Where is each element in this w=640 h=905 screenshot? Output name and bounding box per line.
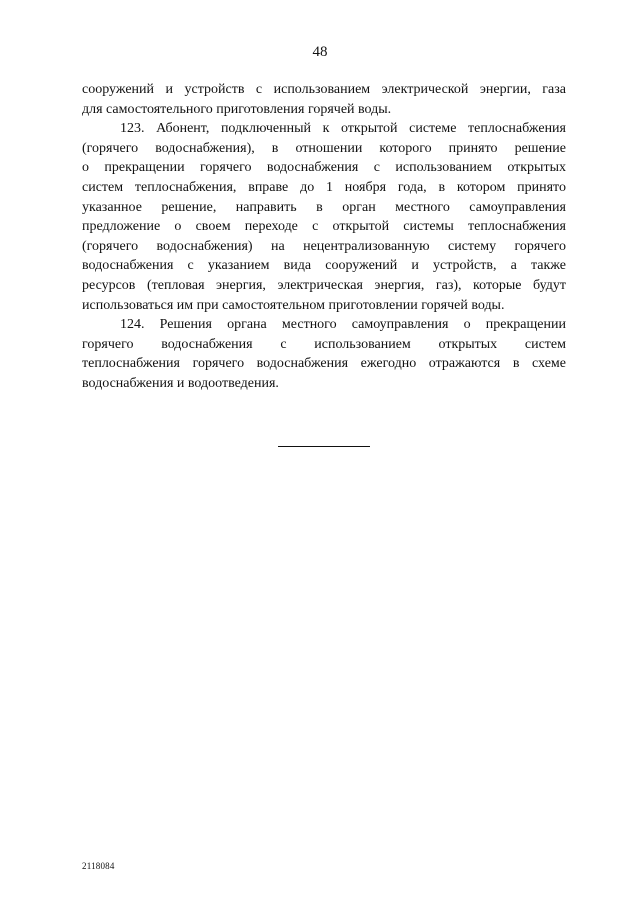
text-line: 123. Абонент, подключенный к открытой системе теплоснабжения [120, 121, 566, 137]
text-line: горячего водоснабжения с использованием открытых систем [82, 336, 566, 352]
section-separator [278, 446, 370, 447]
text-line: систем теплоснабжения, вправе до 1 ноября года, в котором принято [82, 179, 566, 195]
paragraph-124 [82, 315, 566, 393]
text-line: для самостоятельного приготовления горячей воды. [82, 101, 392, 117]
text-line: указанное решение, направить в орган местного самоуправления [82, 199, 566, 215]
text-line: о прекращении горячего водоснабжения с использованием открытых [82, 160, 566, 176]
text-line: теплоснабжения горячего водоснабжения ежегодно отражаются в схеме [82, 356, 566, 372]
text-line: использоваться им при самостоятельном приготовлении горячей воды. [82, 297, 505, 313]
page-number: 48 [312, 44, 328, 60]
paragraph-continuation [82, 80, 566, 119]
text-line: водоснабжения с указанием вида сооружений и устройств, а также [82, 258, 566, 274]
document-code: 2118084 [82, 861, 115, 871]
text-line: предложение о своем переходе с открытой системы теплоснабжения [82, 219, 566, 235]
text-line: ресурсов (тепловая энергия, электрическая энергия, газ), которые будут [82, 277, 566, 293]
document-body [82, 80, 566, 394]
paragraph-123 [82, 119, 566, 315]
text-line: (горячего водоснабжения) на нецентрализованную систему горячего [82, 238, 566, 254]
text-line: сооружений и устройств с использованием электрической энергии, газа [82, 82, 566, 97]
text-line: 124. Решения органа местного самоуправления о прекращении [120, 317, 566, 333]
text-line: (горячего водоснабжения), в отношении которого принято решение [82, 140, 566, 156]
text-line: водоснабжения и водоотведения. [82, 375, 279, 391]
